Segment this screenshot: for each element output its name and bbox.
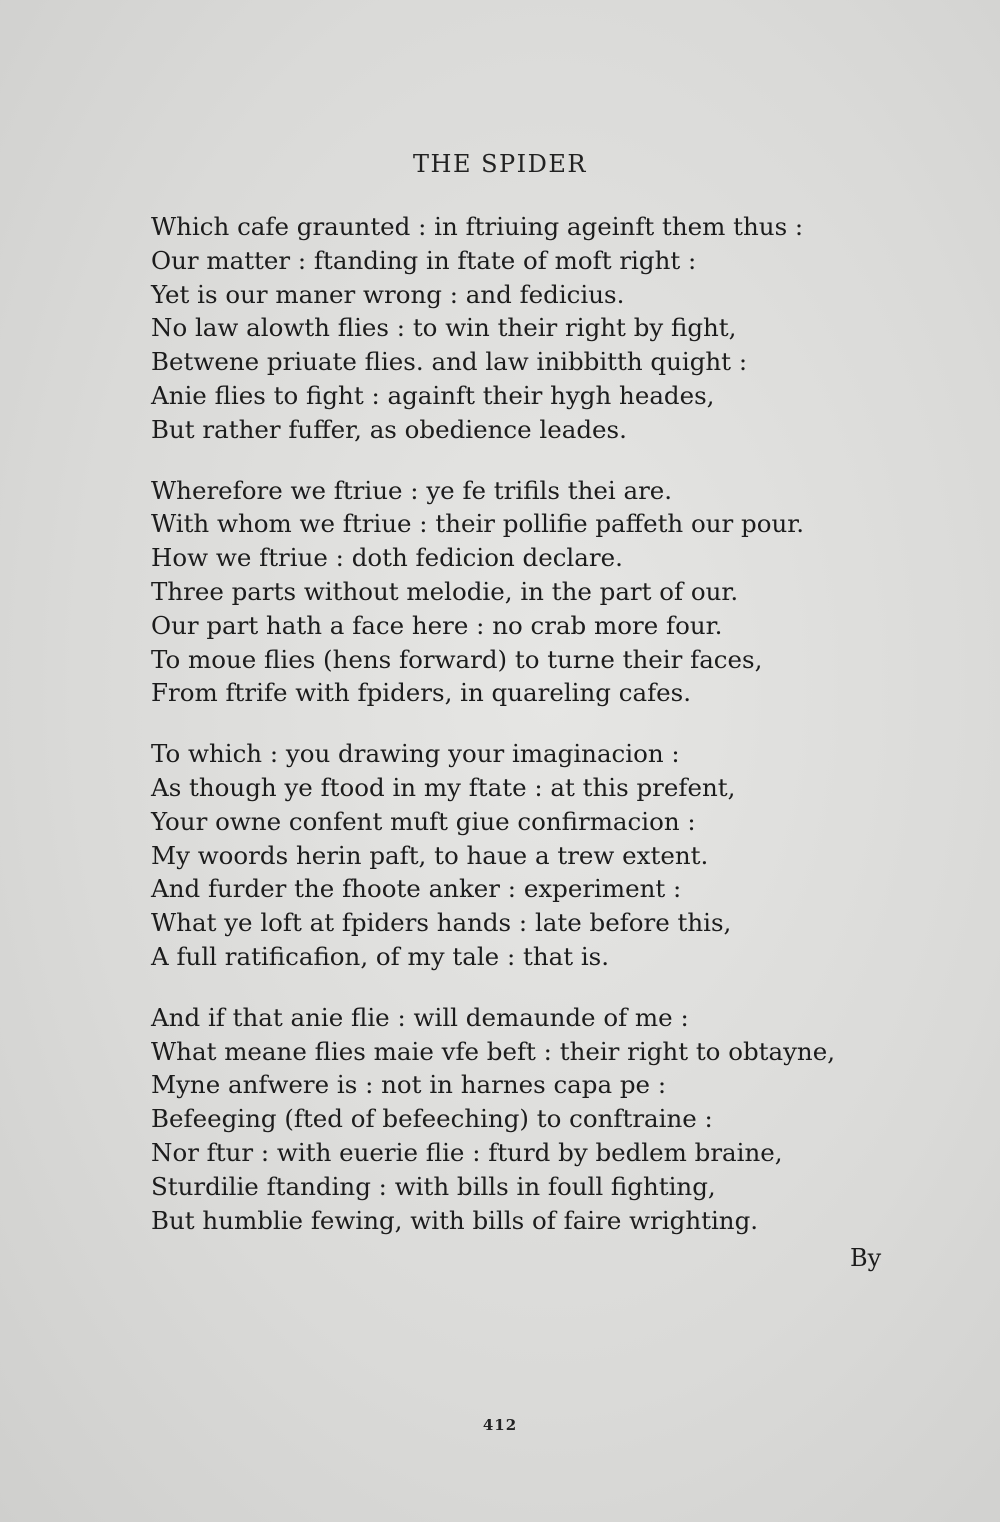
poem-line: And if that anie flie : will demaunde of me :	[151, 1002, 689, 1032]
poem-line: What meane flies maie vfe beft : their right to obtayne,	[151, 1036, 836, 1066]
stanza-4	[151, 1001, 871, 1238]
poem-line: To moue flies (hens forward) to turne their faces,	[151, 644, 763, 674]
poem-line: How we ftriue : doth fedicion declare.	[151, 543, 623, 573]
poem-line: Myne anfwere is : not in harnes capa pe :	[151, 1070, 667, 1100]
running-title: THE SPIDER	[413, 150, 587, 178]
poem-body	[151, 210, 871, 1264]
stanza-2	[151, 474, 871, 711]
poem-line: Yet is our maner wrong : and fedicius.	[151, 279, 625, 309]
stanza-3	[151, 737, 871, 974]
poem-line: As though ye ftood in my ftate : at this prefent,	[151, 772, 736, 802]
catchword: By	[850, 1244, 882, 1272]
poem-line: With whom we ftriue : their pollifie paffeth our pour.	[151, 509, 805, 539]
poem-line: Which cafe graunted : in ftriuing ageinft them thus :	[151, 212, 804, 241]
poem-line: What ye loft at fpiders hands : late before this,	[151, 908, 732, 938]
poem-line: Our part hath a face here : no crab more four.	[151, 610, 723, 640]
poem-line: But humblie fewing, with bills of faire wrighting.	[151, 1205, 759, 1235]
poem-line: But rather fuffer, as obedience leades.	[151, 414, 627, 444]
page-number: 412	[482, 1416, 518, 1434]
poem-line: To which : you drawing your imaginacion :	[151, 739, 680, 769]
stanza-1	[151, 210, 871, 447]
poem-line: Betwene priuate flies. and law inibbitth quight :	[151, 347, 748, 377]
poem-line: A full ratificafion, of my tale : that is.	[151, 941, 610, 971]
poem-line: Our matter : ftanding in ftate of moft right :	[151, 245, 697, 275]
poem-line: My woords herin paft, to haue a trew extent.	[151, 840, 709, 870]
poem-line: Anie flies to fight : againft their hygh heades,	[151, 380, 715, 410]
poem-line: Sturdilie ftanding : with bills in foull fighting,	[151, 1171, 716, 1201]
poem-line: Your owne confent muft giue confirmacion :	[151, 806, 696, 836]
poem-line: Three parts without melodie, in the part of our.	[151, 576, 739, 606]
poem-line: Befeeging (fted of befeeching) to conftraine :	[151, 1104, 713, 1134]
poem-line: Nor ftur : with euerie flie : fturd by bedlem braine,	[151, 1137, 783, 1167]
poem-line: And furder the fhoote anker : experiment :	[151, 874, 682, 904]
poem-line: Wherefore we ftriue : ye fe trifils thei are.	[151, 475, 673, 505]
poem-line: No law alowth flies : to win their right by fight,	[151, 313, 737, 343]
poem-line: From ftrife with fpiders, in quareling cafes.	[151, 678, 692, 708]
